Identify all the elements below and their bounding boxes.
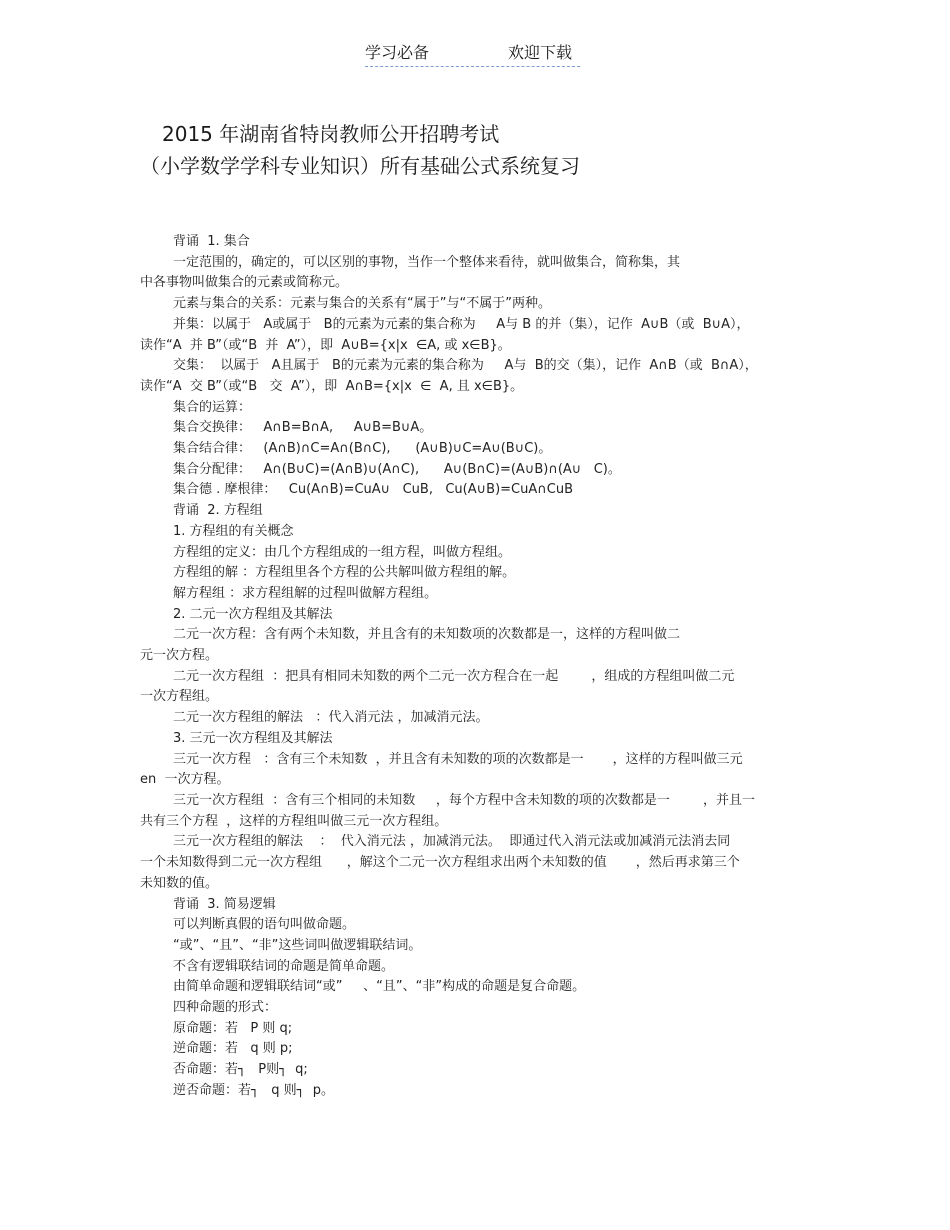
body-line: 集合分配律： A∩(B∪C)=(A∩B)∪(A∩C), A∪(B∩C)=(A∪B)∩(A∪ C)。: [173, 461, 621, 477]
body-line: 可以判断真假的语句叫做命题。: [173, 917, 356, 933]
body-line: 3. 三元一次方程组及其解法: [173, 730, 333, 746]
body-line: 元素与集合的关系：元素与集合的关系有“属于”与“不属于”两种。: [173, 296, 551, 312]
body-line: 三元一次方程组 ：含有三个相同的未知数 ，每个方程中含未知数的项的次数都是一 ，并且一: [173, 792, 755, 808]
body-line: 集合的运算：: [173, 399, 252, 415]
body-line: 读作“A 交 B”（或“B 交 A”），即 A∩B={x|x ∈ A, 且 x∈B}。: [140, 378, 524, 394]
body-line: 1. 方程组的有关概念: [173, 523, 294, 539]
body-line: “或”、“且”、“非”这些词叫做逻辑联结词。: [173, 937, 422, 953]
body-line: 方程组的定义：由几个方程组成的一组方程，叫做方程组。: [173, 544, 512, 560]
body-line: 逆否命题：若┐ q 则┐ p。: [173, 1082, 334, 1098]
body-line: 集合结合律： (A∩B)∩C=A∩(B∩C), (A∪B)∪C=A∪(B∪C)。: [173, 441, 552, 457]
body-line: 背诵 1. 集合: [173, 234, 250, 249]
body-line: en 一次方程。: [140, 772, 230, 788]
body-line: 二元一次方程组 ：把具有相同未知数的两个二元一次方程合在一起 ，组成的方程组叫做二元: [173, 668, 735, 684]
body-line: 一个未知数得到二元一次方程组 ，解这个二元一次方程组求出两个未知数的值 ，然后再求第三个: [140, 855, 740, 871]
body-line: 方程组的解 ：方程组里各个方程的公共解叫做方程组的解。: [173, 565, 516, 581]
body-line: 读作“A 并 B”（或“B 并 A”），即 A∪B={x|x ∈A, 或 x∈B}。: [140, 337, 511, 353]
body-line: 不含有逻辑联结词的命题是简单命题。: [173, 958, 395, 974]
body-line: 三元一次方程 ：含有三个未知数 ，并且含有未知数的项的次数都是一 ，这样的方程叫做三元: [173, 751, 743, 767]
body-line: 背诵 2. 方程组: [173, 503, 263, 519]
header-right-text: 欢迎下载: [508, 43, 573, 62]
body-line: 集合德 . 摩根律： Cu(A∩B)=CuA∪ CuB, Cu(A∪B)=CuA∩CuB: [173, 482, 573, 498]
header-left-text: 学习必备: [365, 43, 430, 62]
document-title-line-2: （小学数学学科专业知识）所有基础公式系统复习: [140, 154, 580, 178]
body-line: 原命题：若 P 则 q;: [173, 1020, 293, 1036]
body-line: 未知数的值。: [140, 875, 219, 891]
body-line: 否命题：若┐ P则┐ q;: [173, 1062, 308, 1078]
body-line: 四种命题的形式：: [173, 1000, 278, 1016]
body-line: 共有三个方程 ，这样的方程组叫做三元一次方程组。: [140, 813, 448, 829]
body-line: 集合交换律： A∩B=B∩A, A∪B=B∪A。: [173, 420, 433, 436]
body-line: 中各事物叫做集合的元素或简称元。: [140, 275, 349, 291]
body-line: 交集： 以属于 A且属于 B的元素为元素的集合称为 A与 B的交（集），记作 A∩B（或 B∩A），: [173, 358, 758, 374]
document-body: [140, 232, 810, 1102]
body-line: 并集：以属于 A或属于 B的元素为元素的集合称为 A与 B 的并（集），记作 A∪B（或 B∪A），: [173, 316, 750, 332]
body-line: 由简单命题和逻辑联结词“或” 、“且”、“非”构成的命题是复合命题。: [173, 979, 586, 995]
body-line: 逆命题：若 q 则 p;: [173, 1041, 293, 1057]
body-line: 一次方程组。: [140, 689, 219, 705]
page-header: [365, 40, 580, 67]
document-title-line-1: 2015 年湖南省特岗教师公开招聘考试: [162, 122, 500, 146]
body-line: 一定范围的，确定的，可以区别的事物，当作一个整体来看待，就叫做集合，简称集，其: [173, 254, 681, 270]
body-line: 三元一次方程组的解法 ： 代入消元法 ，加减消元法。 即通过代入消元法或加减消元法消去同: [173, 834, 731, 850]
body-line: 2. 二元一次方程组及其解法: [173, 606, 333, 622]
body-line: 背诵 3. 简易逻辑: [173, 896, 276, 912]
body-line: 二元一次方程：含有两个未知数，并且含有的未知数项的次数都是一，这样的方程叫做二: [173, 627, 681, 643]
body-line: 元一次方程。: [140, 648, 219, 664]
body-line: 解方程组 ：求方程组解的过程叫做解方程组。: [173, 585, 438, 601]
body-line: 二元一次方程组的解法 ：代入消元法 ，加减消元法。: [173, 710, 489, 726]
